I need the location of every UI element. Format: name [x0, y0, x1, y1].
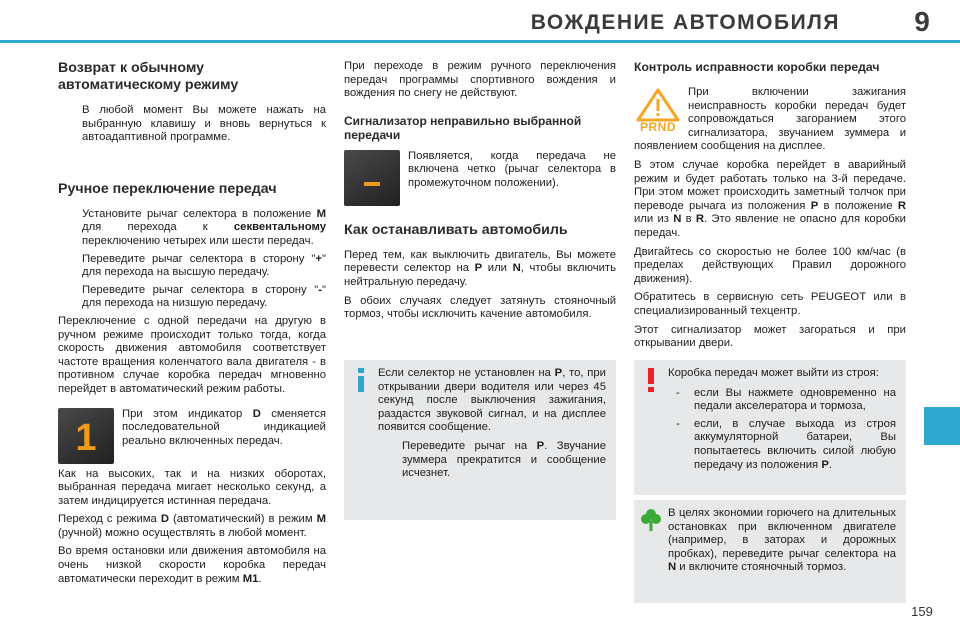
paragraph: Двигайтесь со скоростью не более 100 км/час (в пределах действующих Правил дорожного движения). — [634, 245, 906, 285]
list-item: Переведите рычаг селектора в сторону "-" для перехода на низшую передачу. — [82, 283, 326, 310]
paragraph: При переходе в режим ручного переключения передач программы спортивного вождения и вождения по снегу не действуют. — [344, 60, 616, 100]
column-2 — [344, 60, 616, 327]
paragraph: Если селектор не установлен на P, то, при открывании двери водителя или через 45 секунд после выключения зажигания, раздастся звуковой сигнал, и на дисплее появится сообщение. — [378, 367, 606, 434]
section-title-stopping: Как останавливать автомобиль — [344, 221, 568, 238]
paragraph: Как на высоких, так и на низких оборотах, выбранная передача мигает несколько секунд, а затем индицируется истинная передача. — [58, 467, 326, 507]
section-title-wrong-gear: Сигнализатор неправильно выбранной передачи — [344, 113, 582, 142]
gear-indicator-icon: 1 — [58, 408, 114, 464]
paragraph: В целях экономии горючего на длительных остановках при включенном двигателе (например, в заторах и дорожных пробках), переведите рычаг селектора на N и включите стояночный тормоз. — [668, 507, 896, 574]
paragraph: При этом индикатор D сменяется последовательной индикацией реально включенных передач. — [122, 407, 326, 447]
paragraph: При включении зажигания неисправность коробки передач будет сопровождаться загоранием этого сигнализатора, звучанием зуммера и появлением сообщения на дисплее. — [634, 86, 906, 153]
paragraph: В обоих случаях следует затянуть стояночный тормоз, чтобы исключить качение автомобиля. — [344, 294, 616, 321]
info-panel — [344, 360, 616, 520]
chapter-number: 9 — [914, 6, 930, 37]
warning-panel — [634, 360, 906, 495]
paragraph: Появляется, когда передача не включена четко (рычаг селектора в промежуточном положении). — [408, 149, 616, 189]
paragraph: Этот сигнализатор может загораться и при открывании двери. — [634, 323, 906, 350]
list-item: - если Вы нажмете одновременно на педали акселератора и тормоза, — [676, 386, 896, 413]
eco-panel — [634, 500, 906, 603]
info-icon — [352, 368, 370, 392]
paragraph: Коробка передач может выйти из строя: — [668, 367, 879, 379]
section-title-manual-shift: Ручное переключение передач — [58, 180, 277, 197]
prnd-warning-icon: PRND — [634, 88, 682, 134]
paragraph: Переключение с одной передачи на другую в ручном режиме происходит только тогда, когда скорость движения автомобиля соответствует частоте вращения коленчатого вала двигателя - в противном случае коробка передач мгновенно перейдет в автоматический режим работы. — [58, 314, 326, 395]
paragraph: В этом случае коробка перейдет в аварийный режим и будет работать только на 3-й передаче. При этом может происходить заметный толчок при переводе рычага из положения P в положение R или из N в R. Это явление не опасно для коробки передач. — [634, 158, 906, 239]
gear-indicator-block — [58, 408, 326, 468]
paragraph: Во время остановки или движения автомобиля на очень низкой скорости коробка передач автоматически переходит в режим M1. — [58, 545, 326, 585]
section-title-return-auto: Возврат к обычному автоматическому режиму — [58, 60, 239, 93]
list-item: В любой момент Вы можете нажать на выбранную клавишу и вновь вернуться к автоадаптивной программе. — [82, 104, 326, 144]
section-title-gearbox-check: Контроль исправности коробки передач — [634, 60, 880, 74]
page-number: 159 — [911, 604, 933, 619]
column-1 — [58, 60, 326, 591]
list-item: Установите рычаг селектора в положение M для перехода к секвентальному переключению четырех или шести передач. — [82, 207, 326, 247]
chapter-title: ВОЖДЕНИЕ АВТОМОБИЛЯ — [530, 11, 840, 34]
exclamation-icon — [642, 368, 660, 392]
chapter-side-tab — [924, 407, 960, 445]
list-item: Переведите рычаг селектора в сторону "+" для перехода на высшую передачу. — [82, 252, 326, 279]
wrong-gear-block — [344, 150, 616, 210]
paragraph: Перед тем, как выключить двигатель, Вы можете перевести селектор на P или N, чтобы включить нейтральную передачу. — [344, 248, 616, 288]
paragraph: Обратитесь в сервисную сеть PEUGEOT или в специализированный техцентр. — [634, 291, 906, 317]
column-3 — [634, 60, 906, 356]
list-item: - если, в случае выхода из строя аккумуляторной батареи, Вы попытаетесь включить силой любую передачу из положения P. — [676, 417, 896, 471]
header-rule — [0, 40, 960, 43]
dash-indicator-icon — [344, 150, 400, 206]
list-item: Переведите рычаг на P. Звучание зуммера прекратится и сообщение исчезнет. — [402, 439, 606, 480]
tree-icon — [641, 508, 661, 532]
paragraph: Переход с режима D (автоматический) в режим M (ручной) можно осуществлять в любой момент. — [58, 513, 326, 539]
